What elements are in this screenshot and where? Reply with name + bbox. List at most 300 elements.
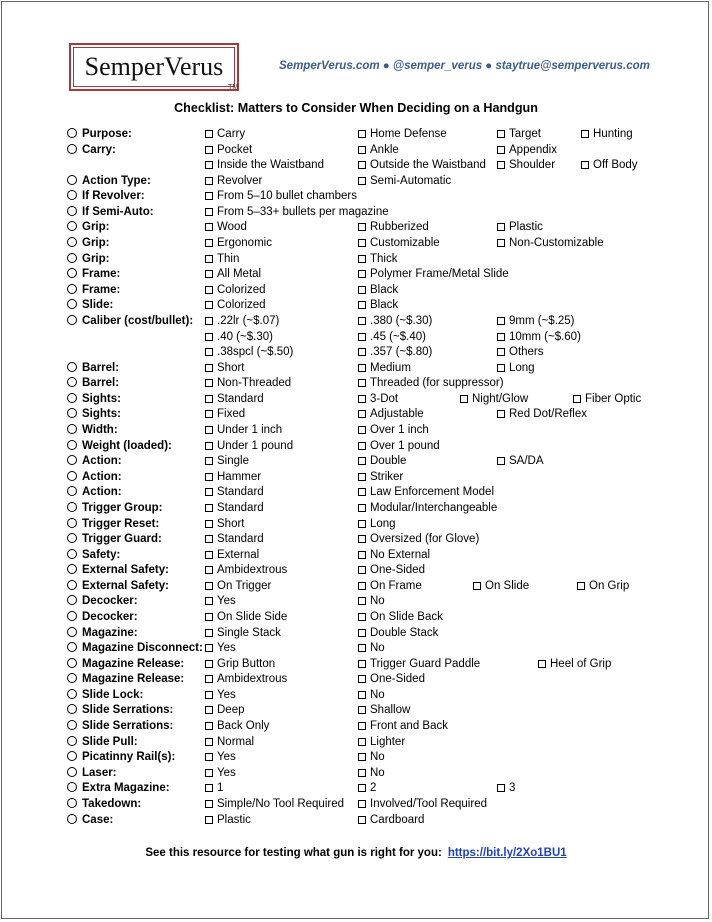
checkbox-option[interactable] xyxy=(358,688,385,703)
radio-circle[interactable] xyxy=(67,393,77,403)
checkbox[interactable] xyxy=(205,597,213,605)
radio-circle[interactable] xyxy=(67,128,77,138)
checklist-row xyxy=(0,641,712,656)
radio-circle[interactable] xyxy=(67,627,77,637)
option-label: One-Sided xyxy=(370,673,425,686)
checkbox[interactable] xyxy=(205,286,213,294)
checkbox-option[interactable] xyxy=(205,376,291,391)
radio-circle[interactable] xyxy=(67,206,77,216)
option-label: Plastic xyxy=(509,221,543,234)
checkbox[interactable] xyxy=(497,410,505,418)
checklist-row xyxy=(0,267,712,282)
row-label-text: Action Type: xyxy=(82,174,151,187)
checkbox-option[interactable] xyxy=(205,423,282,438)
checkbox-option[interactable] xyxy=(581,158,638,173)
option-label: No xyxy=(370,642,385,655)
radio-circle[interactable] xyxy=(67,190,77,200)
checkbox-option[interactable] xyxy=(205,813,251,828)
checkbox[interactable] xyxy=(205,239,213,247)
checkbox[interactable] xyxy=(497,364,505,372)
checkbox-option[interactable] xyxy=(205,579,271,594)
checkbox-option[interactable] xyxy=(358,735,405,750)
radio-circle[interactable] xyxy=(67,736,77,746)
checkbox[interactable] xyxy=(358,317,366,325)
checkbox[interactable] xyxy=(205,223,213,231)
resource-link[interactable]: https://bit.ly/2Xo1BU1 xyxy=(447,847,567,859)
row-label xyxy=(67,439,172,454)
checkbox-option[interactable] xyxy=(573,392,641,407)
checkbox-option[interactable] xyxy=(358,236,440,251)
checkbox[interactable] xyxy=(205,410,213,418)
checkbox[interactable] xyxy=(358,675,366,683)
checkbox-option[interactable] xyxy=(497,143,557,158)
checkbox-option[interactable] xyxy=(205,501,264,516)
checkbox-option[interactable] xyxy=(205,719,269,734)
checkbox-option[interactable] xyxy=(358,579,422,594)
checkbox[interactable] xyxy=(358,364,366,372)
checkbox[interactable] xyxy=(358,457,366,465)
checkbox[interactable] xyxy=(358,473,366,481)
option-label: Yes xyxy=(217,688,236,701)
checkbox-option[interactable] xyxy=(205,205,389,220)
row-label-text: Extra Magazine: xyxy=(82,782,170,795)
checkbox-option[interactable] xyxy=(205,517,245,532)
radio-circle[interactable] xyxy=(67,362,77,372)
radio-circle[interactable] xyxy=(67,658,77,668)
checkbox[interactable] xyxy=(205,613,213,621)
radio-circle[interactable] xyxy=(67,564,77,574)
checkbox[interactable] xyxy=(358,177,366,185)
checkbox-option[interactable] xyxy=(205,797,344,812)
checkbox[interactable] xyxy=(205,333,213,341)
checkbox[interactable] xyxy=(358,691,366,699)
checkbox-option[interactable] xyxy=(497,158,555,173)
checkbox[interactable] xyxy=(358,130,366,138)
row-label xyxy=(67,174,151,189)
checkbox-option[interactable] xyxy=(205,532,264,547)
checkbox[interactable] xyxy=(460,395,468,403)
radio-circle[interactable] xyxy=(67,471,77,481)
option-label: From 5–10 bullet chambers xyxy=(217,190,357,203)
checkbox-option[interactable] xyxy=(358,314,432,329)
checkbox[interactable] xyxy=(358,504,366,512)
checkbox-option[interactable] xyxy=(358,470,403,485)
checkbox[interactable] xyxy=(497,457,505,465)
radio-circle[interactable] xyxy=(67,720,77,730)
checkbox-option[interactable] xyxy=(205,174,262,189)
checkbox-option[interactable] xyxy=(205,470,261,485)
checkbox[interactable] xyxy=(358,660,366,668)
checklist-row xyxy=(0,626,712,641)
checkbox-option[interactable] xyxy=(205,252,239,267)
checkbox-option[interactable] xyxy=(358,439,440,454)
checkbox[interactable] xyxy=(358,535,366,543)
option-label: Under 1 pound xyxy=(217,439,294,452)
checkbox-option[interactable] xyxy=(358,407,424,422)
radio-circle[interactable] xyxy=(67,237,77,247)
checkbox-option[interactable] xyxy=(358,766,385,781)
checkbox-option[interactable] xyxy=(358,127,447,142)
checkbox-option[interactable] xyxy=(460,392,528,407)
row-label xyxy=(67,376,119,391)
checkbox[interactable] xyxy=(358,520,366,528)
checkbox-option[interactable] xyxy=(205,626,281,641)
checklist-row xyxy=(0,236,712,251)
checkbox[interactable] xyxy=(497,146,505,154)
checkbox[interactable] xyxy=(358,629,366,637)
checkbox-option[interactable] xyxy=(205,127,245,142)
checkbox[interactable] xyxy=(497,317,505,325)
radio-circle[interactable] xyxy=(67,408,77,418)
radio-circle[interactable] xyxy=(67,595,77,605)
checkbox-option[interactable] xyxy=(473,579,529,594)
checkbox[interactable] xyxy=(205,784,213,792)
checkbox-option[interactable] xyxy=(205,392,264,407)
row-label-text: Slide Serrations: xyxy=(82,704,174,717)
checkbox-option[interactable] xyxy=(497,330,581,345)
radio-circle[interactable] xyxy=(67,549,77,559)
checkbox[interactable] xyxy=(358,644,366,652)
option-label: Yes xyxy=(217,595,236,608)
checkbox[interactable] xyxy=(205,660,213,668)
checkbox-option[interactable] xyxy=(358,158,486,173)
checkbox[interactable] xyxy=(497,161,505,169)
checkbox[interactable] xyxy=(358,566,366,574)
checkbox[interactable] xyxy=(358,551,366,559)
checkbox-option[interactable] xyxy=(205,548,259,563)
checkbox-option[interactable] xyxy=(205,610,287,625)
checkbox[interactable] xyxy=(358,816,366,824)
checkbox[interactable] xyxy=(358,769,366,777)
checklist-row xyxy=(0,252,712,267)
radio-circle[interactable] xyxy=(67,814,77,824)
checkbox[interactable] xyxy=(205,675,213,683)
checkbox-option[interactable] xyxy=(358,610,443,625)
checkbox[interactable] xyxy=(205,488,213,496)
checklist-row xyxy=(0,127,712,142)
checkbox-option[interactable] xyxy=(205,439,293,454)
checkbox[interactable] xyxy=(205,270,213,278)
checkbox-option[interactable] xyxy=(205,703,245,718)
checkbox-option[interactable] xyxy=(358,563,425,578)
checkbox-option[interactable] xyxy=(358,719,448,734)
checkbox[interactable] xyxy=(205,364,213,372)
radio-circle[interactable] xyxy=(67,144,77,154)
checkbox[interactable] xyxy=(205,255,213,263)
checkbox[interactable] xyxy=(358,800,366,808)
checkbox-option[interactable] xyxy=(358,626,438,641)
checklist-row xyxy=(0,189,712,204)
checkbox-option[interactable] xyxy=(358,143,399,158)
radio-circle[interactable] xyxy=(67,518,77,528)
radio-circle[interactable] xyxy=(67,268,77,278)
checkbox-option[interactable] xyxy=(497,454,544,469)
checkbox[interactable] xyxy=(205,769,213,777)
checkbox[interactable] xyxy=(205,379,213,387)
radio-circle[interactable] xyxy=(67,284,77,294)
checkbox[interactable] xyxy=(358,333,366,341)
checkbox[interactable] xyxy=(497,130,505,138)
checkbox-option[interactable] xyxy=(205,781,223,796)
checkbox-option[interactable] xyxy=(358,517,396,532)
checkbox-option[interactable] xyxy=(358,485,494,500)
checkbox[interactable] xyxy=(205,691,213,699)
checkbox-option[interactable] xyxy=(358,797,487,812)
checkbox[interactable] xyxy=(205,457,213,465)
checkbox-option[interactable] xyxy=(205,454,249,469)
radio-circle[interactable] xyxy=(67,642,77,652)
checkbox-option[interactable] xyxy=(205,220,247,235)
checkbox[interactable] xyxy=(205,301,213,309)
option-label: Cardboard xyxy=(370,813,425,826)
checkbox[interactable] xyxy=(538,660,546,668)
checkbox-option[interactable] xyxy=(497,127,541,142)
checkbox-option[interactable] xyxy=(205,298,266,313)
checkbox[interactable] xyxy=(205,426,213,434)
radio-circle[interactable] xyxy=(67,751,77,761)
radio-circle[interactable] xyxy=(67,455,77,465)
checkbox[interactable] xyxy=(577,582,585,590)
checklist-row xyxy=(0,314,712,329)
checkbox-option[interactable] xyxy=(205,485,264,500)
checkbox[interactable] xyxy=(358,582,366,590)
checkbox[interactable] xyxy=(205,551,213,559)
checkbox-option[interactable] xyxy=(205,330,273,345)
checkbox-option[interactable] xyxy=(358,672,425,687)
checkbox[interactable] xyxy=(358,597,366,605)
checkbox[interactable] xyxy=(205,317,213,325)
checklist-row xyxy=(0,610,712,625)
checkbox[interactable] xyxy=(497,784,505,792)
checkbox[interactable] xyxy=(358,706,366,714)
checkbox-option[interactable] xyxy=(358,423,429,438)
checkbox-option[interactable] xyxy=(205,407,245,422)
checkbox-option[interactable] xyxy=(497,220,543,235)
contact-line[interactable]: SemperVerus.com ● @semper_verus ● staytrue@semperverus.com xyxy=(279,60,650,72)
checkbox[interactable] xyxy=(205,473,213,481)
checkbox-option[interactable] xyxy=(358,361,411,376)
checkbox[interactable] xyxy=(358,488,366,496)
checkbox-option[interactable] xyxy=(205,361,245,376)
row-label xyxy=(67,532,162,547)
checkbox[interactable] xyxy=(473,582,481,590)
radio-circle[interactable] xyxy=(67,798,77,808)
checkbox[interactable] xyxy=(205,738,213,746)
checkbox-option[interactable] xyxy=(205,750,236,765)
checkbox[interactable] xyxy=(358,161,366,169)
radio-circle[interactable] xyxy=(67,440,77,450)
option-label: .38spcl (~$.50) xyxy=(217,346,294,359)
option-label: On Grip xyxy=(589,579,630,592)
checkbox-option[interactable] xyxy=(358,345,432,360)
radio-circle[interactable] xyxy=(67,580,77,590)
checkbox-option[interactable] xyxy=(577,579,629,594)
checkbox[interactable] xyxy=(205,816,213,824)
checkbox-option[interactable] xyxy=(358,594,385,609)
checkbox-option[interactable] xyxy=(358,330,426,345)
radio-circle[interactable] xyxy=(67,704,77,714)
checkbox-option[interactable] xyxy=(358,532,479,547)
checkbox-option[interactable] xyxy=(358,298,398,313)
checkbox-option[interactable] xyxy=(205,735,254,750)
checkbox[interactable] xyxy=(205,566,213,574)
checkbox[interactable] xyxy=(358,722,366,730)
checkbox-option[interactable] xyxy=(358,641,385,656)
checkbox-option[interactable] xyxy=(358,376,504,391)
checkbox[interactable] xyxy=(205,629,213,637)
checkbox[interactable] xyxy=(358,223,366,231)
checkbox-option[interactable] xyxy=(358,548,430,563)
radio-circle[interactable] xyxy=(67,502,77,512)
checkbox-option[interactable] xyxy=(358,657,480,672)
checkbox-option[interactable] xyxy=(205,594,236,609)
checkbox[interactable] xyxy=(205,161,213,169)
option-label: Front and Back xyxy=(370,720,448,733)
checkbox[interactable] xyxy=(573,395,581,403)
checkbox[interactable] xyxy=(358,146,366,154)
radio-circle[interactable] xyxy=(67,533,77,543)
checkbox-option[interactable] xyxy=(205,314,279,329)
checkbox-option[interactable] xyxy=(358,750,385,765)
row-label-text: Trigger Reset: xyxy=(82,517,160,530)
checkbox-option[interactable] xyxy=(497,781,515,796)
row-label xyxy=(67,610,138,625)
checkbox[interactable] xyxy=(358,348,366,356)
checkbox-option[interactable] xyxy=(205,672,287,687)
checkbox[interactable] xyxy=(205,644,213,652)
checkbox[interactable] xyxy=(358,239,366,247)
checkbox-option[interactable] xyxy=(205,236,272,251)
checkbox[interactable] xyxy=(205,535,213,543)
checkbox[interactable] xyxy=(205,348,213,356)
row-label xyxy=(67,189,145,204)
checkbox[interactable] xyxy=(497,239,505,247)
checkbox-option[interactable] xyxy=(497,361,535,376)
checkbox-option[interactable] xyxy=(358,267,509,282)
checkbox[interactable] xyxy=(358,784,366,792)
checkbox[interactable] xyxy=(205,177,213,185)
checkbox[interactable] xyxy=(205,208,213,216)
radio-circle[interactable] xyxy=(67,486,77,496)
checkbox-option[interactable] xyxy=(205,766,236,781)
checkbox-option[interactable] xyxy=(358,220,429,235)
radio-circle[interactable] xyxy=(67,424,77,434)
checkbox-option[interactable] xyxy=(581,127,633,142)
checkbox[interactable] xyxy=(358,286,366,294)
radio-circle[interactable] xyxy=(67,689,77,699)
checkbox-option[interactable] xyxy=(205,657,275,672)
checkbox[interactable] xyxy=(205,520,213,528)
checkbox-option[interactable] xyxy=(358,283,398,298)
checkbox[interactable] xyxy=(358,270,366,278)
radio-circle[interactable] xyxy=(67,315,77,325)
trademark-mark: TM xyxy=(228,84,239,91)
radio-circle[interactable] xyxy=(67,175,77,185)
checkbox-option[interactable] xyxy=(497,314,575,329)
checkbox-option[interactable] xyxy=(205,283,266,298)
row-label-text: Frame: xyxy=(82,268,121,281)
checkbox-option[interactable] xyxy=(205,563,287,578)
checkbox[interactable] xyxy=(205,582,213,590)
radio-circle[interactable] xyxy=(67,782,77,792)
radio-circle[interactable] xyxy=(67,767,77,777)
option-label: Black xyxy=(370,299,399,312)
checkbox[interactable] xyxy=(205,753,213,761)
checkbox[interactable] xyxy=(205,800,213,808)
checkbox[interactable] xyxy=(358,255,366,263)
checkbox[interactable] xyxy=(358,379,366,387)
option-label: Normal xyxy=(217,735,255,748)
checkbox[interactable] xyxy=(205,130,213,138)
checkbox[interactable] xyxy=(358,395,366,403)
radio-circle[interactable] xyxy=(67,673,77,683)
checkbox[interactable] xyxy=(497,333,505,341)
option-label: Trigger Guard Paddle xyxy=(370,657,481,670)
radio-circle[interactable] xyxy=(67,611,77,621)
checkbox[interactable] xyxy=(497,223,505,231)
row-label xyxy=(67,797,141,812)
checkbox-option[interactable] xyxy=(358,174,451,189)
checkbox-option[interactable] xyxy=(358,454,406,469)
checkbox-option[interactable] xyxy=(358,392,398,407)
checkbox[interactable] xyxy=(205,706,213,714)
checkbox-option[interactable] xyxy=(497,345,544,360)
checkbox[interactable] xyxy=(205,504,213,512)
checkbox-option[interactable] xyxy=(205,641,236,656)
radio-circle[interactable] xyxy=(67,377,77,387)
checkbox[interactable] xyxy=(581,130,589,138)
checkbox-option[interactable] xyxy=(205,267,261,282)
checkbox[interactable] xyxy=(358,410,366,418)
checkbox[interactable] xyxy=(358,442,366,450)
checkbox-option[interactable] xyxy=(358,703,410,718)
checkbox-option[interactable] xyxy=(205,158,324,173)
checkbox[interactable] xyxy=(358,613,366,621)
option-label: Oversized (for Glove) xyxy=(370,533,480,546)
checkbox-option[interactable] xyxy=(358,501,497,516)
checkbox-option[interactable] xyxy=(205,688,236,703)
checkbox-option[interactable] xyxy=(205,143,252,158)
checkbox-option[interactable] xyxy=(497,407,587,422)
checkbox[interactable] xyxy=(358,301,366,309)
checkbox[interactable] xyxy=(205,146,213,154)
row-label xyxy=(67,641,203,656)
checkbox-option[interactable] xyxy=(497,236,604,251)
row-label-text: External Safety: xyxy=(82,579,169,592)
checkbox[interactable] xyxy=(358,738,366,746)
radio-circle[interactable] xyxy=(67,253,77,263)
checkbox[interactable] xyxy=(205,395,213,403)
checkbox-option[interactable] xyxy=(205,189,357,204)
checkbox-option[interactable] xyxy=(358,781,376,796)
checkbox[interactable] xyxy=(205,192,213,200)
radio-circle[interactable] xyxy=(67,299,77,309)
option-label: Semi-Automatic xyxy=(370,174,452,187)
checkbox-option[interactable] xyxy=(538,657,611,672)
checkbox[interactable] xyxy=(358,426,366,434)
checkbox[interactable] xyxy=(358,753,366,761)
checkbox-option[interactable] xyxy=(205,345,293,360)
checkbox-option[interactable] xyxy=(358,813,424,828)
checkbox[interactable] xyxy=(581,161,589,169)
checklist-row xyxy=(0,579,712,594)
checkbox[interactable] xyxy=(497,348,505,356)
checkbox[interactable] xyxy=(205,442,213,450)
checkbox[interactable] xyxy=(205,722,213,730)
option-label: No xyxy=(370,595,385,608)
radio-circle[interactable] xyxy=(67,221,77,231)
checkbox-option[interactable] xyxy=(358,252,397,267)
